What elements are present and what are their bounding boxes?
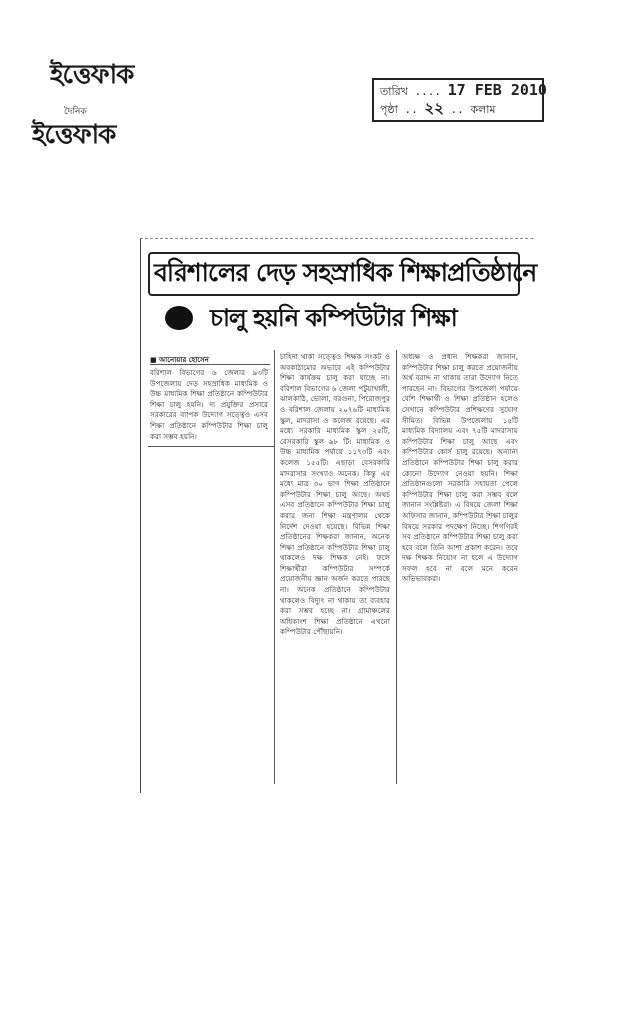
- headline-ink-blot: [165, 306, 193, 330]
- masthead-top: ইত্তেফাক: [50, 60, 134, 90]
- masthead-daily-tag: দৈনিক: [64, 107, 87, 117]
- article-column-3: অধ্যক্ষ ও প্রধান শিক্ষকরা জানান, কম্পিউটার শিক্ষা চালু করতে প্রয়োজনীয় অর্থ বরাদ্দ না থাকায় তারা উদ্যোগ নিতে পারছেন না। বিভাগের উপজেলা পর্যায়ে বেশি শিক্ষার্থী ও শিক্ষা প্রতিষ্ঠান হলেও সেখানে কম্পিউটার প্রশিক্ষণের সুযোগ সীমিত। বিভিন্ন উপজেলায় ১৫টি মাধ্যমিক বিদ্যালয় এবং ৭৫টি মাদরাসায় কম্পিউটার শিক্ষা চালু আছে এবং কম্পিউটার কোর্স চালু রয়েছে। অন্যান্য প্রতিষ্ঠানে কম্পিউটার শিক্ষা চালু করার কোনো উদ্যোগ নেওয়া হয়নি। শিক্ষা প্রতিষ্ঠানগুলো সরকারি সহায়তা পেলে কম্পিউটার শিক্ষা চালু করা সম্ভব বলে জানান সংশ্লিষ্টরা। এ বিষয়ে জেলা শিক্ষা অফিসার জানান, কম্পিউটার শিক্ষা চালুর বিষয়ে সরকার পদক্ষেপ নিচ্ছে। শিগগিরই সব প্রতিষ্ঠানে কম্পিউটার শিক্ষা চালু করা হবে বলে তিনি আশা প্রকাশ করেন। তবে দক্ষ শিক্ষক নিয়োগ না হলে এ উদ্যোগ সফল হবে না বলে মনে করেন অভিভাবকরা।: [402, 352, 518, 584]
- stamp-page-label: পৃষ্ঠা: [380, 103, 398, 116]
- article-lead-text: বরিশাল বিভাগের ৬ জেলার ৯৩টি উপজেলায় দেড় সহস্রাধিক মাধ্যমিক ও উচ্চ মাধ্যমিক শিক্ষা প্রতিষ্ঠানে কম্পিউটার শিক্ষা চালু হয়নি। দ্য প্রযুক্তির প্রসারে সরকারের ব্যাপক উদ্যোগ সত্ত্বেও এসব শিক্ষা প্রতিষ্ঠানে কম্পিউটার শিক্ষা চালু করা সম্ভব হয়নি।: [150, 368, 268, 441]
- date-stamp: [372, 78, 547, 122]
- stamp-page-value: ২২: [424, 99, 444, 117]
- column-divider-2: [396, 350, 397, 784]
- lead-bottom-rule: [148, 446, 274, 447]
- stamp-page-row: পৃষ্ঠা .. ২২ .. কলাম: [380, 99, 496, 117]
- article-column-2: চাহিদা থাকা সত্ত্বেও শিক্ষক সংকট ও অবকাঠামোর অভাবে এই কম্পিউটার শিক্ষা কার্যক্রম চালু করা যাচ্ছে না। বরিশাল বিভাগের ৬ জেলা পটুয়াখালী, ঝালকাঠি, ভোলা, বরগুনা, পিরোজপুর ও বরিশাল জেলায় ২০৭৬টি মাধ্যমিক স্কুল, মাদরাসা ও কলেজ রয়েছে। এর মধ্যে সরকারি মাধ্যমিক স্কুল ২৫টি, বেসরকারি স্কুল ৯৮ টি। মাধ্যমিক ও উচ্চ মাধ্যমিক পর্যায়ে ১১৭৩টি এবং কলেজ ১৫৫টি। এছাড়া বেসরকারি মাদরাসার সংখ্যাও অনেক। কিন্তু এর মধ্যে মাত্র ৩০ ভাগ শিক্ষা প্রতিষ্ঠানে কম্পিউটার শিক্ষা চালু আছে। অথচ এসব প্রতিষ্ঠানে কম্পিউটার শিক্ষা চালু করার জন্য শিক্ষা মন্ত্রণালয় থেকে নির্দেশ দেওয়া হয়েছে। বিভিন্ন শিক্ষা প্রতিষ্ঠানের শিক্ষকরা জানান, অনেক শিক্ষা প্রতিষ্ঠানে কম্পিউটার শিক্ষা চালু থাকলেও দক্ষ শিক্ষক নেই। ফলে শিক্ষার্থীরা কম্পিউটার সম্পর্কে প্রয়োজনীয় জ্ঞান অর্জন করতে পারছে না। অনেক প্রতিষ্ঠানে কম্পিউটার থাকলেও বিদ্যুৎ না থাকায় তা ব্যবহার করা সম্ভব হচ্ছে না। গ্রামাঞ্চলের অধিকাংশ শিক্ষা প্রতিষ্ঠানে এখনো কম্পিউটার পৌঁছায়নি।: [280, 352, 390, 637]
- stamp-date-value: 17 FEB 2010: [447, 81, 547, 99]
- byline-rule: [150, 364, 270, 365]
- byline: ■ আনোয়ার হোসেন: [150, 356, 209, 364]
- stamp-date-row: তারিখ .... 17 FEB 2010: [380, 81, 547, 99]
- masthead-bottom: ইত্তেফাক: [32, 120, 116, 150]
- headline-line1: বরিশালের দেড় সহস্রাধিক শিক্ষাপ্রতিষ্ঠানে: [154, 258, 537, 287]
- headline-line2: চালু হয়নি কম্পিউটার শিক্ষা: [210, 304, 457, 332]
- stamp-column-label: কলাম: [470, 103, 496, 116]
- column-divider-1: [274, 350, 275, 784]
- stamp-date-label: তারিখ: [380, 85, 408, 98]
